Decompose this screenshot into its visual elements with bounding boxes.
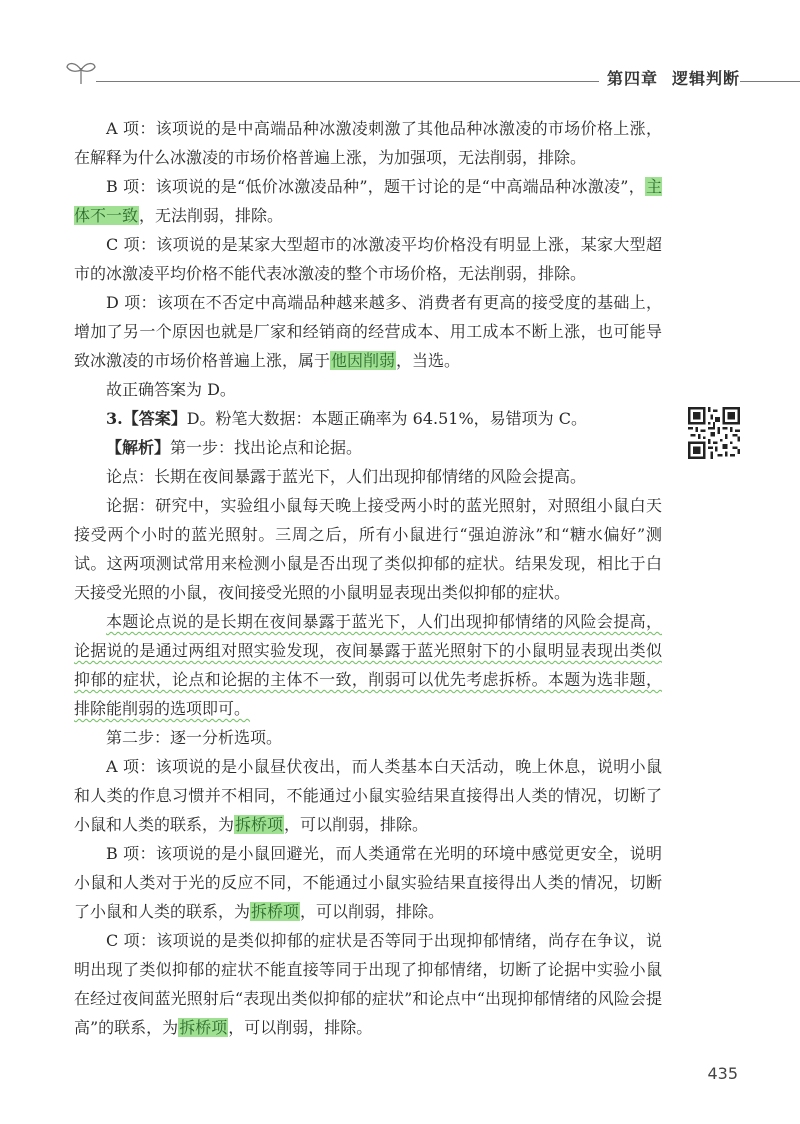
- paragraph: B 项：该项说的是小鼠回避光，而人类通常在光明的环境中感觉更安全，说明小鼠和人类对于光的反应不同，不能通过小鼠实验结果直接得出人类的情况，切断了小鼠和人类的联系，为拆桥项，可以削弱，排除。: [74, 844, 662, 921]
- paragraph: 第二步：逐一分析选项。: [106, 728, 283, 747]
- chapter-heading: [599, 68, 740, 90]
- paragraph: C 项：该项说的是类似抑郁的症状是否等同于出现抑郁情绪，尚存在争议，说明出现了类似抑郁的症状不能直接等同于出现了抑郁情绪，切断了论据中实验小鼠在经过夜间蓝光照射后“表现出类似抑郁的症状”和论点中“出现抑郁情绪的风险会提高”的联系，为拆桥项，可以削弱，排除。: [74, 931, 662, 1037]
- chapter-number: 第四章: [606, 69, 658, 88]
- paragraph: A 项：该项说的是小鼠昼伏夜出，而人类基本白天活动，晚上休息，说明小鼠和人类的作息习惯并不相同，不能通过小鼠实验结果直接得出人类的情况，切断了小鼠和人类的联系，为拆桥项，可以削弱，排除。: [74, 757, 662, 834]
- highlight-term: 拆桥项: [179, 1018, 228, 1037]
- paragraph: A 项：该项说的是中高端品种冰激凌刺激了其他品种冰激凌的市场价格上涨，在解释为什么冰激凌的市场价格普遍上涨，为加强项，无法削弱，排除。: [74, 119, 662, 167]
- page-number: 435: [707, 1064, 738, 1083]
- page-body: [74, 114, 662, 1042]
- analysis-line: 【解析】第一步：找出论点和论据。: [106, 438, 363, 457]
- paragraph: D 项：该项在不否定中高端品种越来越多、消费者有更高的接受度的基础上，增加了另一个原因也就是厂家和经销商的经营成本、用工成本不断上涨，也可能导致冰激凌的市场价格普遍上涨，属于他因削弱，当选。: [74, 293, 662, 370]
- qr-code-icon[interactable]: [688, 407, 740, 459]
- answer-label: 3.【答案】: [106, 409, 187, 428]
- paragraph: C 项：该项说的是某家大型超市的冰激凌平均价格没有明显上涨，某家大型超市的冰激凌平均价格不能代表冰激凌的整个市场价格，无法削弱，排除。: [74, 235, 662, 283]
- sprout-icon: [64, 58, 98, 86]
- highlight-term: 拆桥项: [235, 815, 284, 834]
- paragraph: 故正确答案为 D。: [106, 380, 236, 399]
- wavy-underlined-text: 本题论点说的是长期在夜间暴露于蓝光下，人们出现抑郁情绪的风险会提高，论据说的是通过两组对照实验发现，夜间暴露于蓝光照射下的小鼠明显表现出类似抑郁的症状，论点和论据的主体不一致，削弱可以优先考虑拆桥。本题为选非题，排除能削弱的选项即可。: [74, 612, 662, 718]
- answer-line: 3.【答案】D。粉笔大数据：本题正确率为 64.51%，易错项为 C。: [106, 409, 587, 428]
- chapter-title: 逻辑判断: [671, 69, 740, 88]
- paragraph: B 项：该项说的是“低价冰激凌品种”，题干讨论的是“中高端品种冰激凌”，主体不一致，无法削弱，排除。: [74, 177, 662, 225]
- highlight-term: 主体不一致: [74, 177, 662, 225]
- paragraph: [74, 607, 662, 723]
- page-header: [0, 56, 800, 96]
- analysis-label: 【解析】: [106, 438, 171, 457]
- highlight-term: 他因削弱: [331, 351, 396, 370]
- paragraph: 论据：研究中，实验组小鼠每天晚上接受两小时的蓝光照射，对照组小鼠白天接受两个小时的蓝光照射。三周之后，所有小鼠进行“强迫游泳”和“糖水偏好”测试。这两项测试常用来检测小鼠是否出现了类似抑郁的症状。结果发现，相比于白天接受光照的小鼠，夜间接受光照的小鼠明显表现出类似抑郁的症状。: [74, 496, 662, 602]
- paragraph: 论点：长期在夜间暴露于蓝光下，人们出现抑郁情绪的风险会提高。: [106, 467, 587, 486]
- highlight-term: 拆桥项: [251, 902, 300, 921]
